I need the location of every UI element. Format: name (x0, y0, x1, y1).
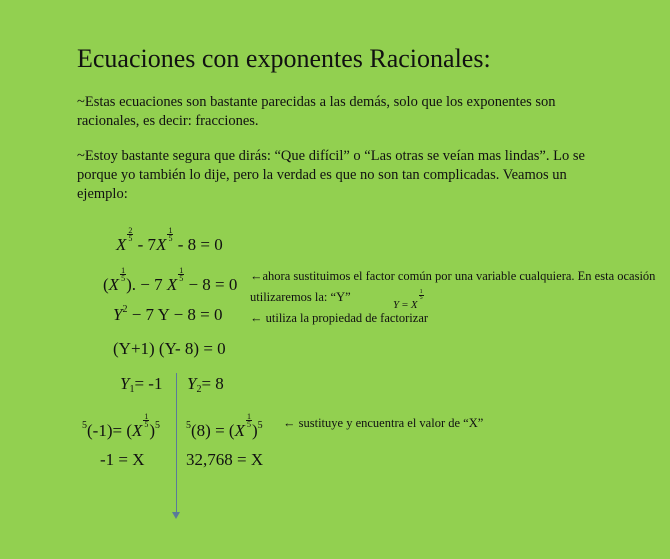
equation-substituted: $Y^2 - 7$ Y − 8 = 0 (113, 304, 223, 324)
solution-y2: $Y_2= 8$ (187, 374, 224, 395)
page-title: Ecuaciones con exponentes Racionales: (77, 44, 491, 73)
solve-note: ← sustituye y encuentra el valor de “X” (283, 416, 484, 430)
answer-left: -1 = X (100, 450, 145, 469)
answer-right: 32,768 = X (186, 450, 264, 469)
raise-power-left: $^5$(-1)= (X $\frac{1}{5}$ )$^5$ (82, 412, 161, 440)
equation-factored: (Y+1) (Y- 8) = 0 (113, 339, 226, 358)
substitution-definition: Y = X $\frac{1}{5}$ (393, 289, 423, 311)
intro-paragraph: ~Estas ecuaciones son bastante parecidas a las demás, solo que los exponentes son racionales, es decir: fracciones. (77, 94, 556, 129)
second-paragraph: ~Estoy bastante segura que dirás: “Que difícil” o “Las otras se veían mas lindas”. Lo se porque yo también lo dije, pero la verdad es que no son tan complicadas. Veamos un ejemplo: (77, 148, 585, 202)
equation-rewritten: (X $\frac{1}{5}$ ). − 7 X $\frac{1}{5}$ − 8 = 0 (103, 266, 238, 294)
factorize-note: ← utiliza la propiedad de factorizar (250, 311, 429, 325)
solution-y1: $Y_1= -1$ (120, 374, 163, 395)
raise-power-right: $^5$(8) = (X $\frac{1}{5}$ )$^5$ (186, 412, 263, 440)
substitution-note: ←ahora sustituimos el factor común por una variable cualquiera. En esta ocasión (250, 269, 656, 283)
substitution-note-line2: utilizaremos la: “Y” (250, 290, 351, 304)
equation-original: X $\frac{2}{5}$ - 7X $\frac{1}{5}$ - 8 = 0 (116, 226, 223, 254)
divider-arrow-line (176, 373, 177, 514)
arrow-down-icon (172, 512, 180, 519)
